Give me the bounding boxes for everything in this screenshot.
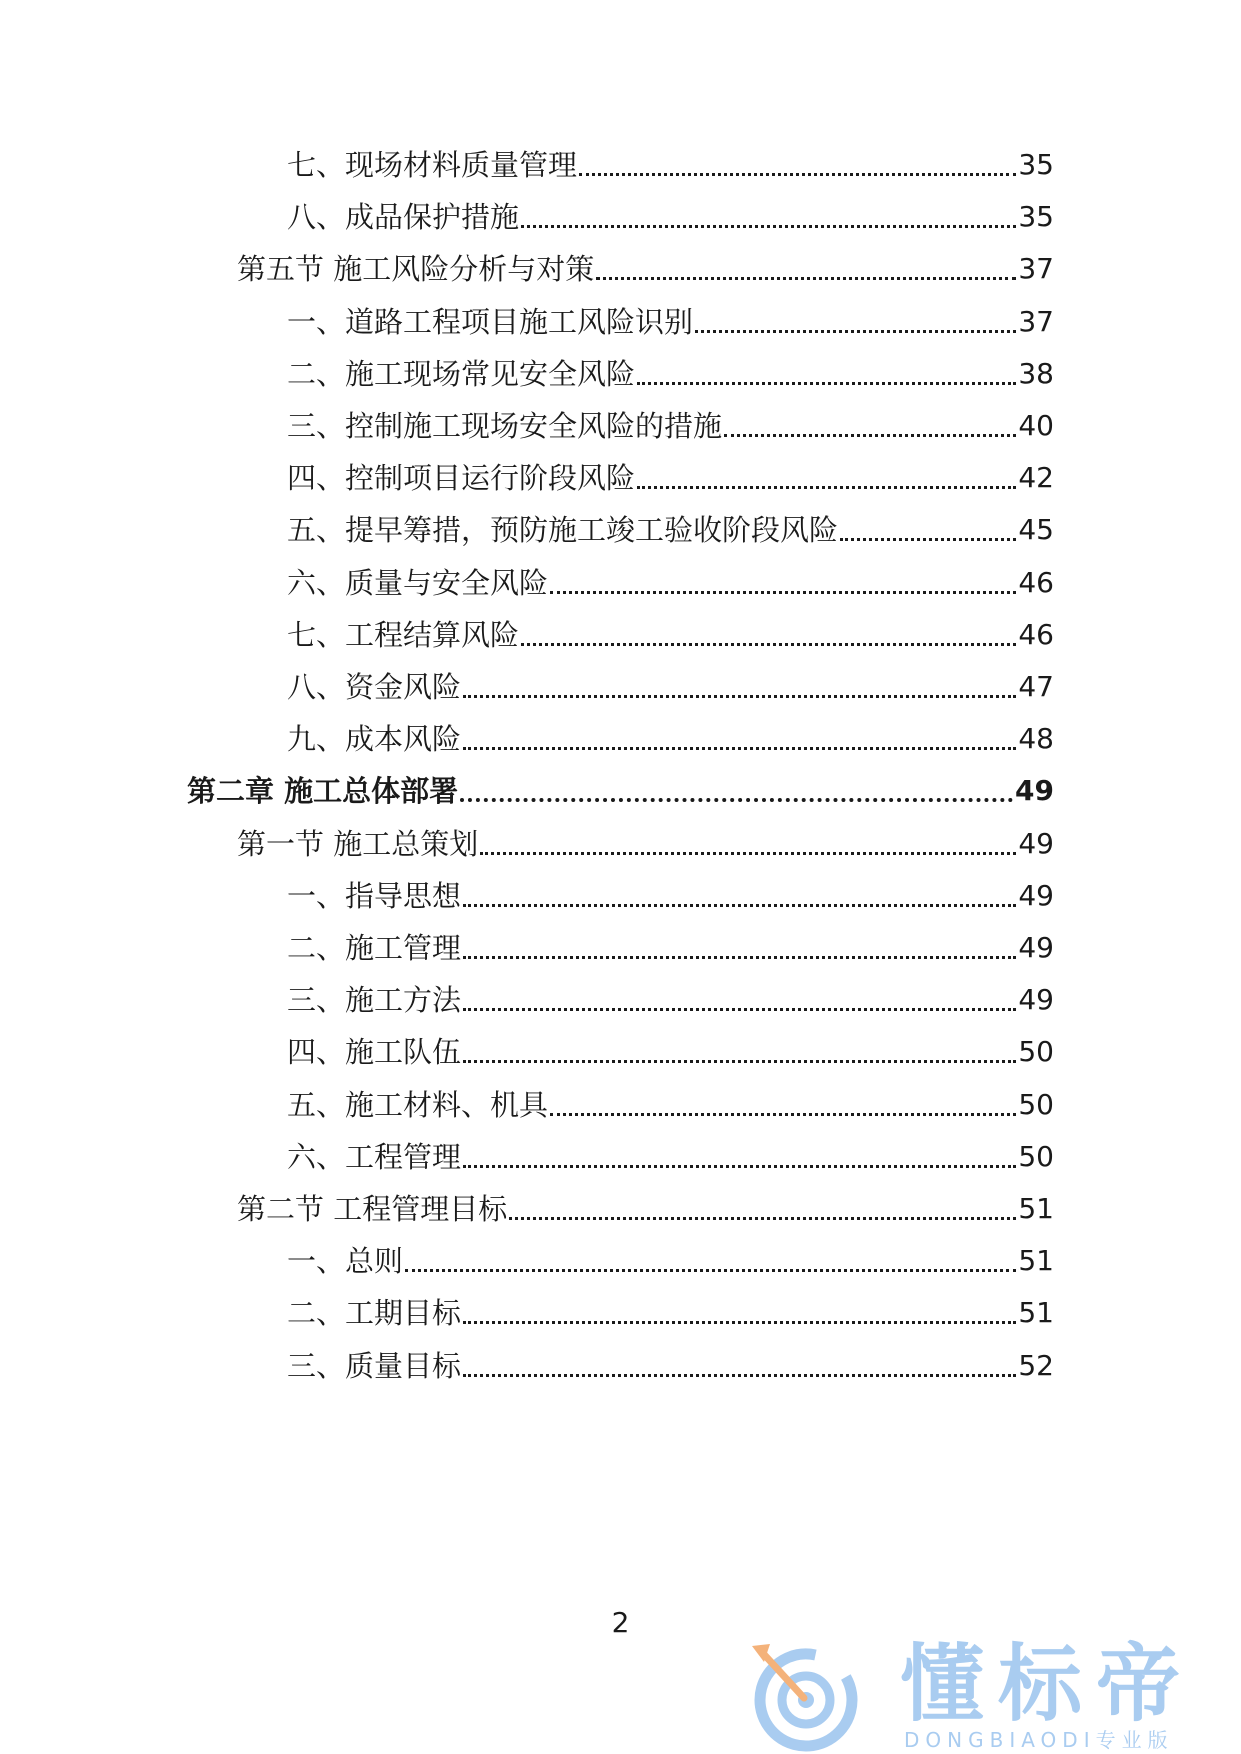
toc-dot-leader xyxy=(463,956,1016,959)
toc-entry-label: 二、工期目标 xyxy=(287,1296,462,1330)
toc-entry-page: 37 xyxy=(1018,252,1054,285)
toc-entry[interactable] xyxy=(287,302,1054,342)
toc-dot-leader xyxy=(460,798,1013,802)
toc-entry[interactable] xyxy=(237,1189,1054,1229)
toc-dot-leader xyxy=(480,852,1016,855)
toc-dot-leader xyxy=(724,434,1016,437)
toc-entry-page: 49 xyxy=(1018,983,1054,1016)
toc-entry[interactable] xyxy=(287,1032,1054,1072)
toc-entry-label: 四、控制项目运行阶段风险 xyxy=(287,461,636,495)
toc-entry-page: 46 xyxy=(1018,566,1054,599)
toc-dot-leader xyxy=(463,747,1016,750)
toc-entry[interactable] xyxy=(287,1346,1054,1386)
toc-dot-leader xyxy=(463,1060,1016,1063)
toc-entry-label: 三、控制施工现场安全风险的措施 xyxy=(287,409,723,443)
toc-entry[interactable] xyxy=(287,980,1054,1020)
toc-entry[interactable] xyxy=(287,1085,1054,1125)
toc-entry-page: 48 xyxy=(1018,722,1054,755)
toc-entry-page: 40 xyxy=(1018,409,1054,442)
toc-dot-leader xyxy=(550,591,1016,594)
toc-entry-page: 49 xyxy=(1018,827,1054,860)
toc-dot-leader xyxy=(463,1008,1016,1011)
toc-dot-leader xyxy=(463,1374,1016,1377)
toc-entry-label: 二、施工现场常见安全风险 xyxy=(287,357,636,391)
toc-entry-label: 第二节 工程管理目标 xyxy=(237,1192,508,1226)
toc-entry[interactable] xyxy=(287,197,1054,237)
toc-entry-label: 七、工程结算风险 xyxy=(287,618,520,652)
toc-dot-leader xyxy=(463,1165,1016,1168)
toc-entry-label: 八、成品保护措施 xyxy=(287,200,520,234)
toc-entry[interactable] xyxy=(287,354,1054,394)
toc-entry-label: 一、道路工程项目施工风险识别 xyxy=(287,305,694,339)
toc-entry-page: 45 xyxy=(1018,513,1054,546)
toc-entry[interactable] xyxy=(287,510,1054,550)
toc-entry-label: 第五节 施工风险分析与对策 xyxy=(237,252,595,286)
toc-dot-leader xyxy=(596,277,1016,280)
toc-entry[interactable] xyxy=(187,771,1054,811)
toc-entry-label: 一、总则 xyxy=(287,1244,404,1278)
toc-entry-label: 第二章 施工总体部署 xyxy=(187,774,459,808)
toc-entry-page: 37 xyxy=(1018,305,1054,338)
toc-entry[interactable] xyxy=(287,563,1054,603)
toc-entry[interactable] xyxy=(237,824,1054,864)
toc-entry-page: 50 xyxy=(1018,1035,1054,1068)
toc-entry-page: 35 xyxy=(1018,148,1054,181)
toc-entry[interactable] xyxy=(287,667,1054,707)
toc-entry[interactable] xyxy=(287,928,1054,968)
toc-entry-label: 八、资金风险 xyxy=(287,670,462,704)
toc-entry-page: 52 xyxy=(1018,1349,1054,1382)
toc-dot-leader xyxy=(405,1269,1016,1272)
toc-entry-page: 38 xyxy=(1018,357,1054,390)
toc-entry-page: 50 xyxy=(1018,1140,1054,1173)
toc-entry-page: 51 xyxy=(1018,1296,1054,1329)
toc-entry-page: 51 xyxy=(1018,1244,1054,1277)
toc-entry[interactable] xyxy=(287,458,1054,498)
toc-entry-label: 三、质量目标 xyxy=(287,1349,462,1383)
toc-entry-label: 三、施工方法 xyxy=(287,983,462,1017)
toc-dot-leader xyxy=(463,695,1016,698)
toc-entry[interactable] xyxy=(287,406,1054,446)
toc-entry-label: 六、工程管理 xyxy=(287,1140,462,1174)
toc-entry[interactable] xyxy=(287,876,1054,916)
toc-entry-page: 35 xyxy=(1018,200,1054,233)
toc-entry-page: 49 xyxy=(1018,931,1054,964)
toc-entry[interactable] xyxy=(287,1293,1054,1333)
toc-entry[interactable] xyxy=(287,1241,1054,1281)
toc-entry-page: 49 xyxy=(1018,879,1054,912)
toc-entry-label: 五、施工材料、机具 xyxy=(287,1088,549,1122)
toc-entry-label: 一、指导思想 xyxy=(287,879,462,913)
watermark-subtitle: DONGBIAODI专业版 xyxy=(904,1728,1174,1752)
toc-entry-page: 42 xyxy=(1018,461,1054,494)
toc-entry-page: 47 xyxy=(1018,670,1054,703)
toc-entry[interactable] xyxy=(287,719,1054,759)
toc-entry-label: 第一节 施工总策划 xyxy=(237,827,479,861)
page-number: 2 xyxy=(611,1606,630,1639)
watermark-target-logo-icon xyxy=(748,1640,860,1754)
watermark-title: 懂标帝 xyxy=(900,1635,1195,1733)
toc-entry[interactable] xyxy=(287,1137,1054,1177)
toc-entry[interactable] xyxy=(287,615,1054,655)
toc-dot-leader xyxy=(463,904,1016,907)
toc-dot-leader xyxy=(521,643,1016,646)
toc-entry-label: 七、现场材料质量管理 xyxy=(287,148,578,182)
toc-entry-label: 二、施工管理 xyxy=(287,931,462,965)
toc-dot-leader xyxy=(550,1113,1016,1116)
toc-dot-leader xyxy=(579,173,1016,176)
toc-dot-leader xyxy=(695,330,1016,333)
toc-entry[interactable] xyxy=(237,249,1054,289)
toc-entry-label: 五、提早筹措，预防施工竣工验收阶段风险 xyxy=(287,513,839,547)
toc-entry-page: 51 xyxy=(1018,1192,1054,1225)
toc-entry-page: 49 xyxy=(1015,774,1054,807)
toc-dot-leader xyxy=(509,1217,1016,1220)
toc-entry-label: 六、质量与安全风险 xyxy=(287,566,549,600)
toc-entry-page: 50 xyxy=(1018,1088,1054,1121)
toc-dot-leader xyxy=(521,225,1016,228)
toc-dot-leader xyxy=(840,538,1016,541)
toc-dot-leader xyxy=(637,382,1016,385)
toc-entry-page: 46 xyxy=(1018,618,1054,651)
toc-entry-label: 四、施工队伍 xyxy=(287,1035,462,1069)
toc-entry-label: 九、成本风险 xyxy=(287,722,462,756)
toc-entry[interactable] xyxy=(287,145,1054,185)
toc-dot-leader xyxy=(637,486,1016,489)
toc-dot-leader xyxy=(463,1321,1016,1324)
